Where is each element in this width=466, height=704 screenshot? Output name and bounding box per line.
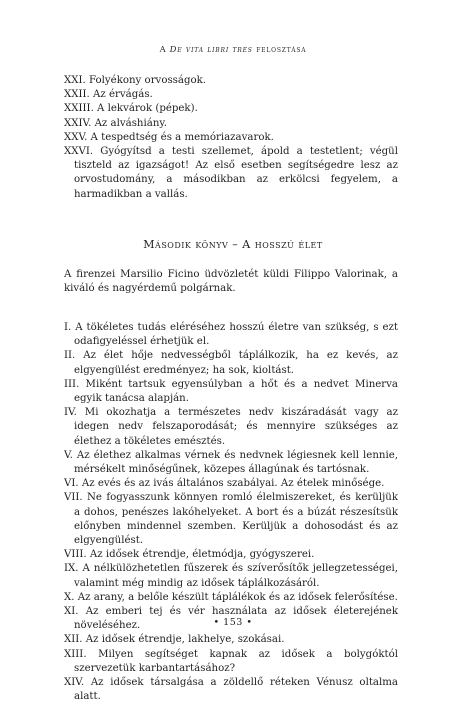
book-one-item-22: XXII. Az érvágás.: [64, 89, 153, 101]
section-heading: Második könyv – A hosszú élet: [143, 238, 323, 251]
book-two-item-13: XIII. Milyen segítséget kapnak az idősek a bolygóktól szervezetük karbantartásához?: [64, 648, 398, 674]
book-two-item-8: VIII. Az idősek étrendje, életmódja, gyógyszerei.: [64, 549, 315, 561]
book-one-contents-list: [64, 74, 398, 202]
book-one-item-21: XXI. Folyékony orvosságok.: [64, 75, 207, 86]
book-two-item-11: XI. Az emberi tej és vér használata az idősek életerejének növeléséhez.: [64, 606, 398, 632]
book-two-item-10: X. Az arany, a belőle készült táplálékok és az idősek felerősítése.: [64, 591, 398, 603]
book-two-item-2: II. Az élet hője nedvességből táplálkozik, ha ez kevés, az elgyengülést eredményez; ha sok, kioltást.: [64, 350, 398, 376]
page-number: • 153 •: [213, 617, 253, 628]
book-two-item-4: IV. Mi okozhatja a természetes nedv kiszáradását vagy az idegen nedv felszaporodását; és mennyire szükséges az élethez a tökéletes emésztés.: [64, 407, 398, 447]
book-two-item-6: VI. Az evés és az ivás általános szabályai. Az ételek minősége.: [64, 478, 385, 490]
dedication-paragraph: A firenzei Marsilio Ficino üdvözletét küldi Filippo Valorinak, a kiváló és nagyérdemű polgárnak.: [64, 269, 398, 295]
book-two-contents-list: [64, 321, 398, 704]
book-two-item-5: V. Az élethez alkalmas vérnek és nedvnek légiesnek kell lennie, mérsékelt minőségűnek, közepes állagúnak és tartósnak.: [64, 449, 398, 476]
book-two-item-14: XIV. Az idősek társalgása a zöldellő réteken Vénusz oltalma alatt.: [64, 677, 398, 703]
book-two-item-7: VII. Ne fogyasszunk könnyen romló élelmiszereket, és kerüljük a dohos, penészes lakóhelyeket. A bort és a búzát részesítsük előnyben mindennel szemben. Kerüljük a dohosodást és az elgyengülést.: [64, 492, 398, 547]
book-two-item-9: IX. A nélkülözhetetlen fűszerek és szíverősítők jellegzetességei, valamint még mindig az idősek táplálkozásáról.: [64, 563, 398, 589]
book-one-item-26: XXVI. Gyógyítsd a testi szellemet, ápold a testetlent; végül tiszteld az igazságot! Az első esetben segítségedre lesz az orvostudomány, a másodikban az erkölcsi fegyelem, a harmadikban a vallás.: [64, 146, 398, 200]
book-one-item-24: XXIV. Az alváshiány.: [64, 117, 168, 129]
book-two-item-12: XII. Az idősek étrendje, lakhelye, szokásai.: [64, 634, 285, 646]
running-head: [0, 45, 466, 55]
book-two-item-1: I. A tökéletes tudás eléréséhez hosszú életre van szükség, s ezt odafigyeléssel érhetjük el.: [64, 322, 398, 348]
running-head-suffix: felosztása: [252, 45, 307, 55]
book-one-item-23: XXIII. A lekvárok (pépek).: [64, 103, 198, 115]
book-one-item-25: XXV. A tespedtség és a memóriazavarok.: [64, 131, 274, 143]
running-head-prefix: A: [159, 45, 170, 55]
running-head-title: De vita libri tres: [169, 45, 253, 55]
book-two-item-3: III. Miként tartsuk egyensúlyban a hőt és a nedvet Minerva egyik tanácsa alapján.: [64, 378, 398, 405]
